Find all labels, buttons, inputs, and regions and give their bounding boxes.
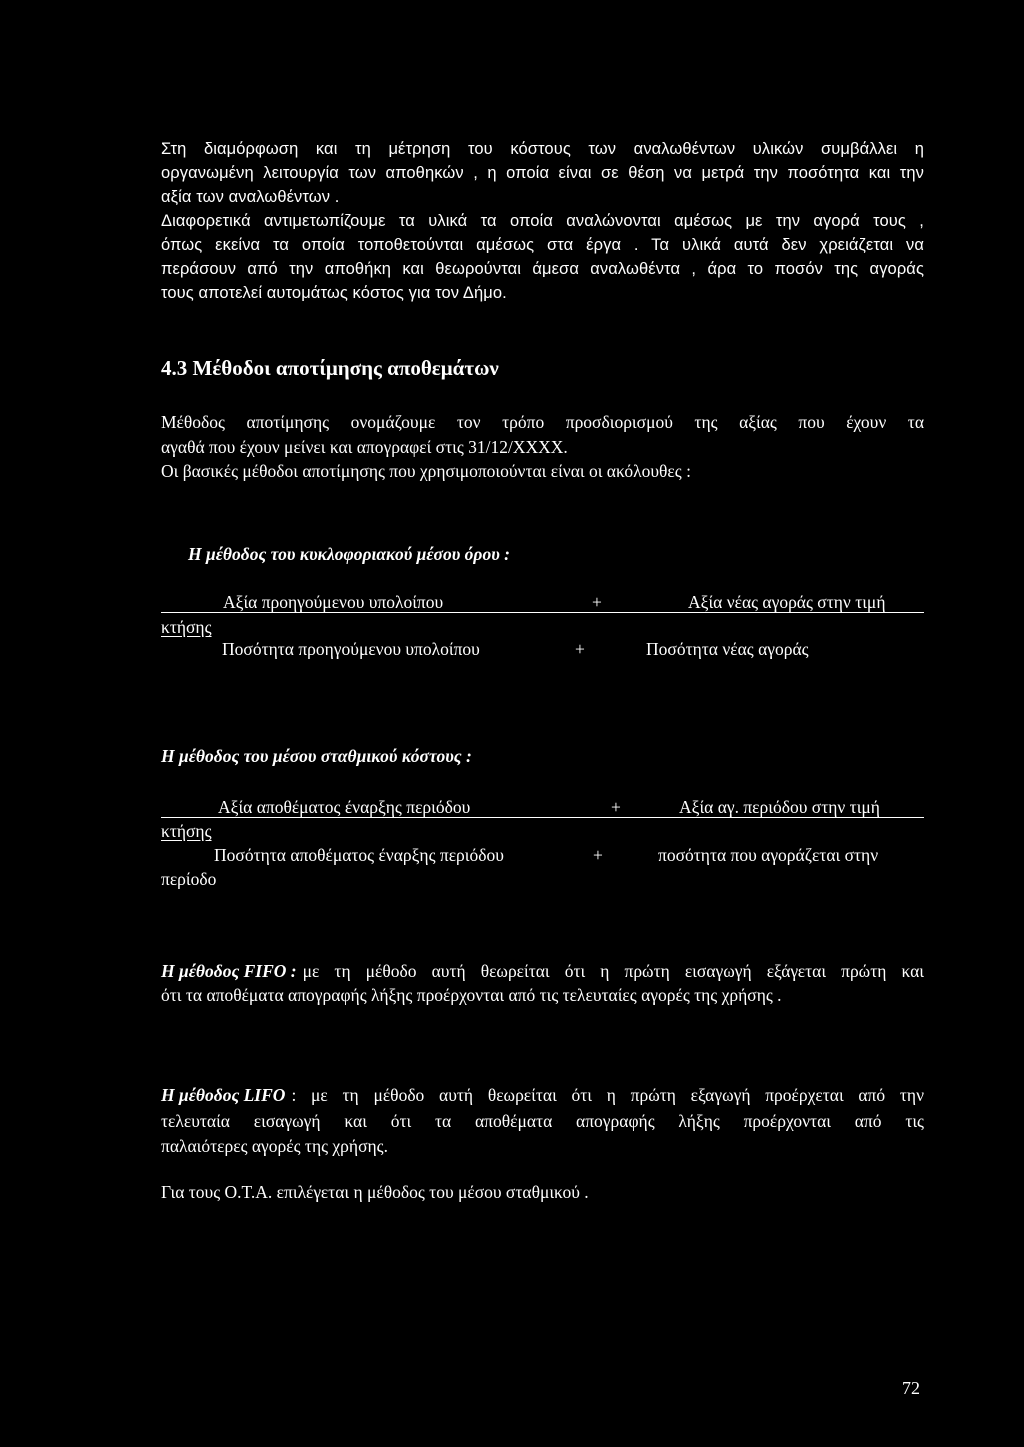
method2-num-cont: κτήσης [161, 821, 212, 841]
fifo-line-2: ότι τα αποθέματα απογραφής λήξης προέρχονται από τις τελευταίες αγορές της χρήσης . [161, 985, 782, 1005]
method2-num-a: Αξία αποθέματος έναρξης περιόδου [218, 797, 471, 817]
intro-p2-line-1: Διαφορετικά αντιμετωπίζουμε τα υλικά τα οποία αναλώνονται αμέσως με την αγορά τους , [161, 212, 924, 230]
method1-num-a: Αξία προηγούμενου υπολοίπου [223, 592, 444, 612]
section-line-1: Μέθοδος αποτίμησης ονομάζουμε τον τρόπο προσδιορισμού της αξίας που έχουν τα [161, 412, 924, 432]
method1-num-plus: + [592, 592, 602, 612]
intro-p2-line-3: περάσουν από την αποθήκη και θεωρούνται άμεσα αναλωθέντα , άρα το ποσόν της αγοράς [161, 260, 924, 278]
lifo-line-2: τελευταία εισαγωγή και ότι τα αποθέματα απογραφής λήξης προέρχονται από τις [161, 1111, 924, 1131]
fifo-line-1-rest: με τη μέθοδο αυτή θεωρείται ότι η πρώτη εισαγωγή εξάγεται πρώτη και [302, 961, 924, 981]
method1-num-cont: κτήσης [161, 617, 212, 637]
section-line-2: αγαθά που έχουν μείνει και απογραφεί στις 31/12/ΧΧΧΧ. [161, 437, 568, 457]
intro-line-2: οργανωμένη λειτουργία των αποθηκών , η οποία είναι σε θέση να μετρά την ποσότητα και την [161, 164, 924, 182]
lifo-line-1-rest: : με τη μέθοδο αυτή θεωρείται ότι η πρώτη εξαγωγή προέρχεται από την [291, 1085, 924, 1105]
lifo-line-3: παλαιότερες αγορές της χρήσης. [161, 1136, 388, 1156]
method2-num-plus: + [611, 797, 621, 817]
method2-title: Η μέθοδος του μέσου σταθμικού κόστους : [161, 746, 472, 766]
section-line-3: Οι βασικές μέθοδοι αποτίμησης που χρησιμοποιούνται είναι οι ακόλουθες : [161, 461, 691, 481]
method2-den-a: Ποσότητα αποθέματος έναρξης περιόδου [214, 845, 504, 865]
section-heading: 4.3 Μέθοδοι αποτίμησης αποθεμάτων [161, 356, 499, 380]
intro-p2-line-4: τους αποτελεί αυτομάτως κόστος για τον Δήμο. [161, 284, 507, 302]
lifo-label: Η μέθοδος LIFO [161, 1085, 286, 1105]
intro-line-3: αξία των αναλωθέντων . [161, 188, 340, 206]
method2-num-b: Αξία αγ. περιόδου στην τιμή [679, 797, 880, 817]
intro-line-1: Στη διαμόρφωση και τη μέτρηση του κόστους των αναλωθέντων υλικών συμβάλλει η [161, 140, 924, 158]
method1-title: Η μέθοδος του κυκλοφοριακού μέσου όρου : [188, 544, 510, 564]
method1-numerator-row [161, 592, 924, 614]
intro-p2-line-2: όπως εκείνα τα οποία τοποθετούνται αμέσως στα έργα . Τα υλικά αυτά δεν χρειάζεται να [161, 236, 924, 254]
method1-den-plus: + [575, 639, 585, 659]
method2-den-plus: + [593, 845, 603, 865]
method2-numerator-row [161, 797, 924, 819]
method1-den-b: Ποσότητα νέας αγοράς [646, 639, 809, 659]
method2-den-cont: περίοδο [161, 869, 217, 889]
method1-den-a: Ποσότητα προηγούμενου υπολοίπου [222, 639, 480, 659]
method2-den-b: ποσότητα που αγοράζεται στην [658, 845, 879, 865]
method1-num-b: Αξία νέας αγοράς στην τιμή [688, 592, 886, 612]
page-number: 72 [902, 1378, 920, 1398]
fifo-line-1 [161, 961, 924, 982]
lifo-line-1 [161, 1085, 924, 1106]
fifo-label: Η μέθοδος FIFO : [161, 961, 297, 981]
conclusion: Για τους Ο.Τ.Α. επιλέγεται η μέθοδος του μέσου σταθμικού . [161, 1182, 589, 1202]
